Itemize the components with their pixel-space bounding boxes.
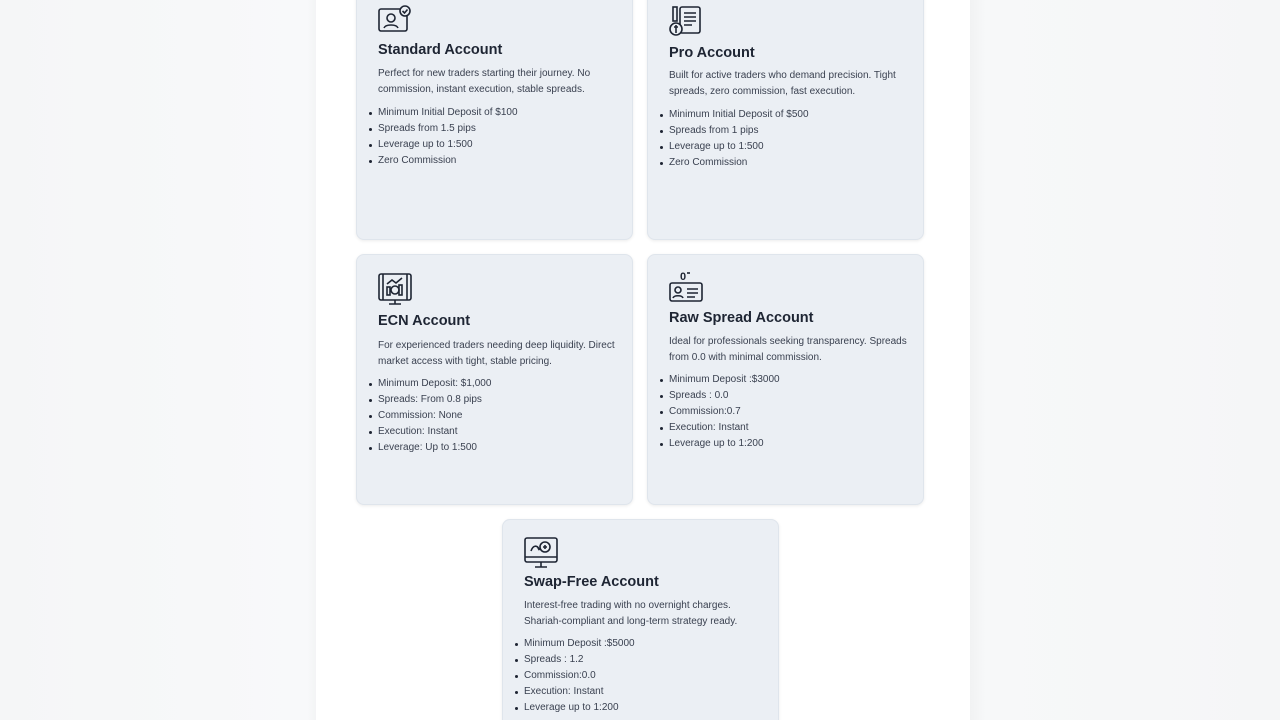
list-item: Execution: Instant [378,424,491,440]
list-item: Execution: Instant [524,684,635,700]
list-item: Commission:0.7 [669,404,780,420]
pro-account-card[interactable] [647,0,924,240]
card-description: Perfect for new traders starting their journey. No commission, instant execution, stable spreads. [378,68,591,95]
list-item: Commission:0.0 [524,668,635,684]
list-item: Leverage up to 1:200 [524,700,635,716]
list-item: Zero Commission [669,155,809,171]
monitor-exchange-icon [523,535,559,571]
list-item: Leverage up to 1:500 [378,137,518,153]
feature-list [669,372,780,452]
list-item: Minimum Initial Deposit of $500 [669,107,809,123]
list-item: Spreads : 0.0 [669,388,780,404]
list-item: Zero Commission [378,153,518,169]
swap-free-account-card[interactable] [502,519,779,720]
monitor-chart-icon [377,270,413,306]
list-item: Spreads from 1 pips [669,123,809,139]
list-item: Minimum Deposit :$5000 [524,636,635,652]
feature-list [378,105,518,169]
finance-document-icon [668,3,704,39]
list-item: Minimum Deposit :$3000 [669,372,780,388]
list-item: Leverage up to 1:200 [669,436,780,452]
list-item: Minimum Initial Deposit of $100 [378,105,518,121]
feature-list [378,376,491,456]
standard-account-card[interactable] [356,0,633,240]
ecn-account-card[interactable] [356,254,633,505]
card-title: Swap-Free Account [524,574,659,590]
list-item: Spreads from 1.5 pips [378,121,518,137]
list-item: Spreads : 1.2 [524,652,635,668]
feature-list [669,107,809,171]
card-title: Raw Spread Account [669,310,814,326]
list-item: Leverage: Up to 1:500 [378,440,491,456]
zero-spread-icon [668,269,704,305]
feature-list [524,636,635,716]
list-item: Commission: None [378,408,491,424]
card-title: Pro Account [669,45,755,61]
card-description: Ideal for professionals seeking transparency. Spreads from 0.0 with minimal commission. [669,336,907,363]
card-description: For experienced traders needing deep liquidity. Direct market access with tight, stable pricing. [378,340,615,367]
list-item: Execution: Instant [669,420,780,436]
svg-text:0: 0 [680,271,687,283]
card-description: Built for active traders who demand precision. Tight spreads, zero commission, fast execution. [669,70,896,97]
card-title: ECN Account [378,313,471,329]
list-item: Minimum Deposit: $1,000 [378,376,491,392]
page-content [316,0,970,720]
card-description: Interest-free trading with no overnight charges. Shariah-compliant and long-term strategy ready. [524,600,738,627]
account-person-icon [377,3,413,39]
raw-spread-account-card[interactable] [647,254,924,505]
card-title: Standard Account [378,42,503,58]
list-item: Spreads: From 0.8 pips [378,392,491,408]
list-item: Leverage up to 1:500 [669,139,809,155]
